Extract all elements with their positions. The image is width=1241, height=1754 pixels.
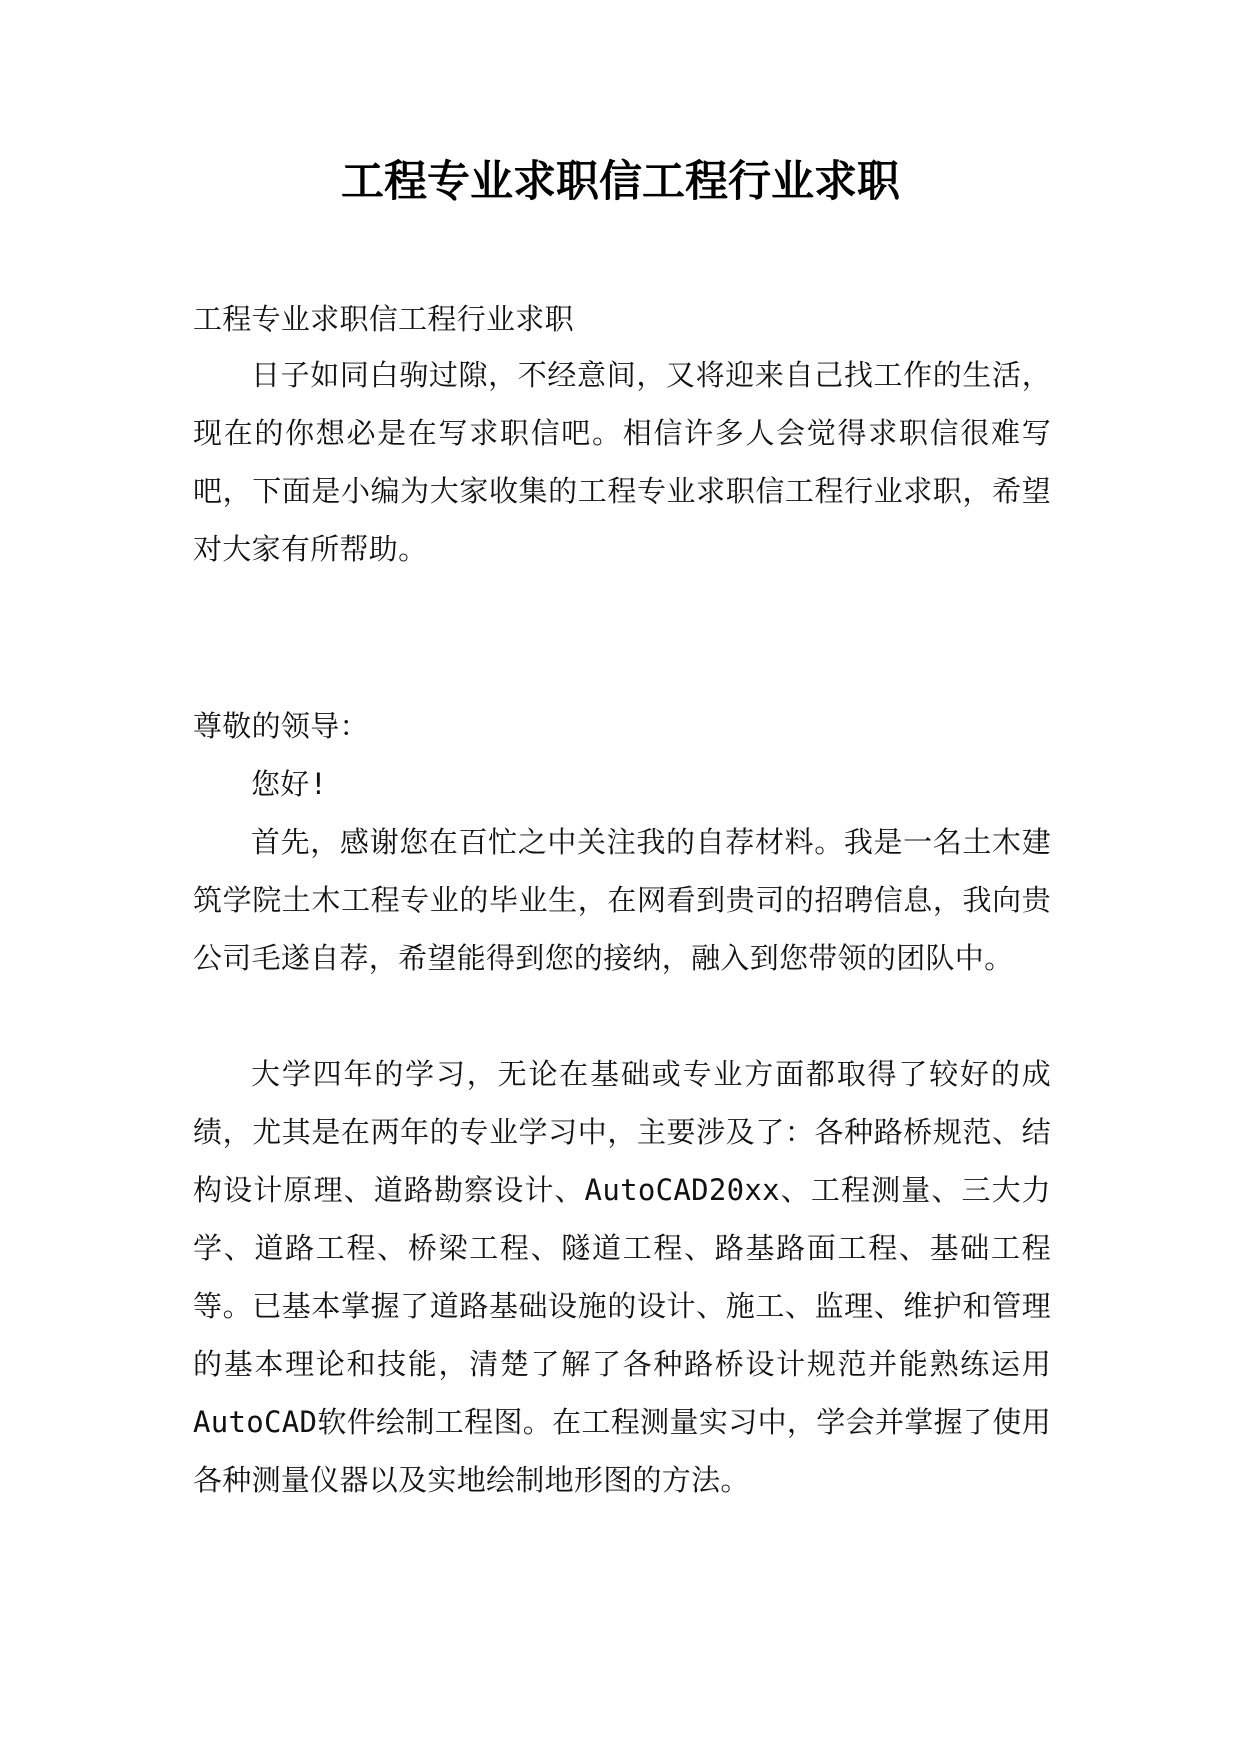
document-subheading: 工程专业求职信工程行业求职 <box>193 302 574 336</box>
intro-paragraph: 日子如同白驹过隙，不经意间，又将迎来自己找工作的生活，现在的你想必是在写求职信吧。相信许多人会觉得求职信很难写吧，下面是小编为大家收集的工程专业求职信工程行业求职，希望对大家有所帮助。 <box>193 358 1051 566</box>
salutation: 尊敬的领导： <box>193 709 369 743</box>
greeting: 您好! <box>251 767 328 801</box>
document-title: 工程专业求职信工程行业求职 <box>341 157 900 207</box>
body-paragraph: 首先，感谢您在百忙之中关注我的自荐材料。我是一名土木建筑学院土木工程专业的毕业生，在网看到贵司的招聘信息，我向贵公司毛遂自荐，希望能得到您的接纳，融入到您带领的团队中。 <box>193 825 1051 975</box>
body-paragraph: 大学四年的学习，无论在基础或专业方面都取得了较好的成绩，尤其是在两年的专业学习中，主要涉及了：各种路桥规范、结构设计原理、道路勘察设计、AutoCAD20xx、工程测量、三大力学、道路工程、桥梁工程、隧道工程、路基路面工程、基础工程等。已基本掌握了道路基础设施的设计、施工、监理、维护和管理的基本理论和技能，清楚了解了各种路桥设计规范并能熟练运用AutoCAD软件绘制工程图。在工程测量实习中，学会并掌握了使用各种测量仪器以及实地绘制地形图的方法。 <box>193 1057 1051 1497</box>
